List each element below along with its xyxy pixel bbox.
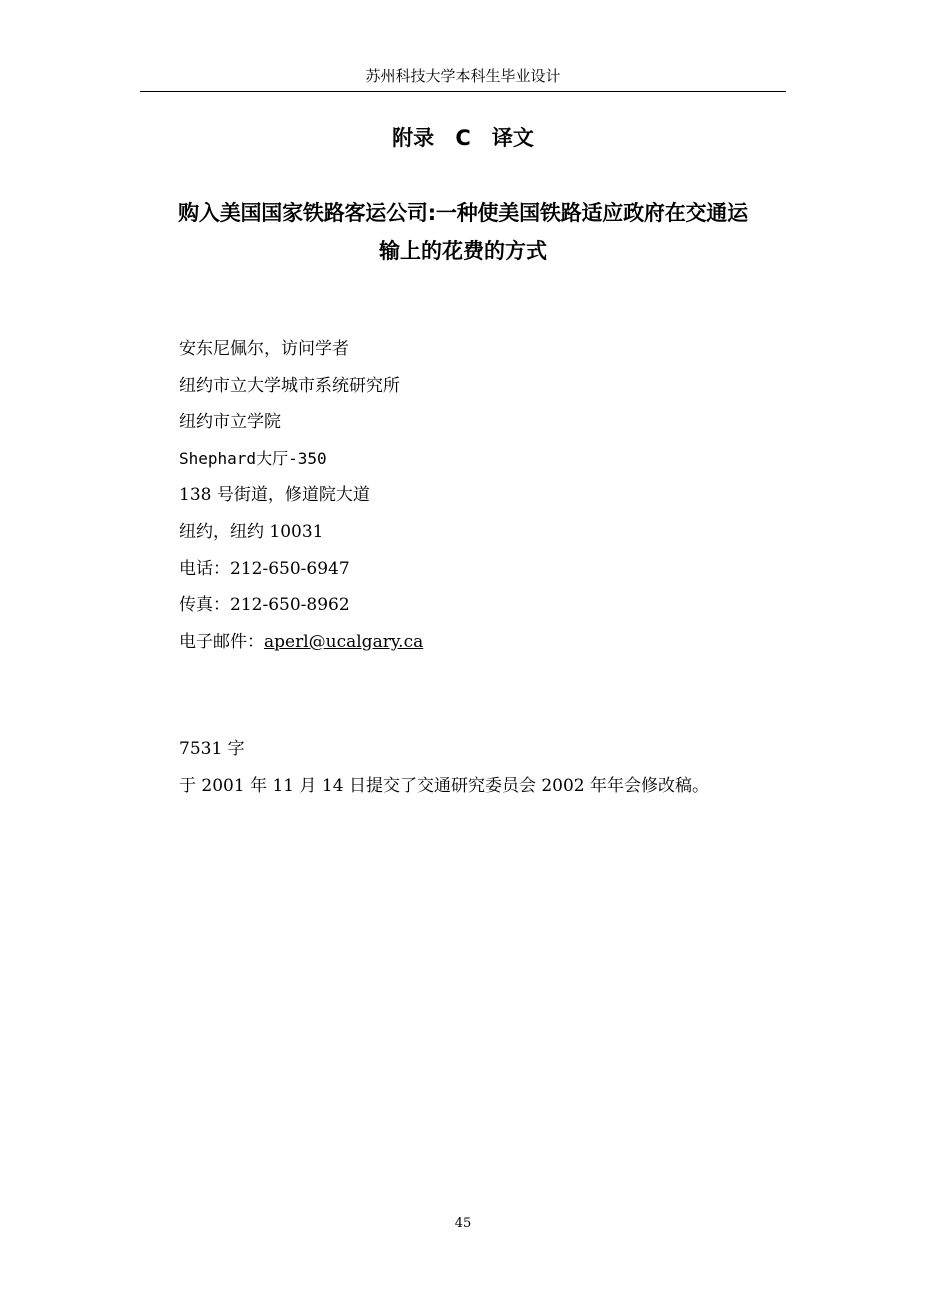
document-title-line-1: 购入美国国家铁路客运公司:一种使美国铁路适应政府在交通运 [178,201,748,225]
author-college: 纽约市立学院 [179,412,281,433]
phone-label: 电话： [179,558,230,579]
appendix-title: 附录 C 译文 [392,126,534,150]
email-link[interactable]: aperl@ucalgary.ca [264,631,424,652]
header-divider [140,91,786,92]
author-fax-row [179,592,423,629]
page-number: 45 [454,1216,472,1231]
email-label: 电子邮件： [179,631,264,652]
author-contact-block [179,336,423,665]
author-institute: 纽约市立大学城市系统研究所 [179,375,400,396]
fax-label: 传真： [179,595,230,616]
author-city: 纽约，纽约 10031 [179,521,324,542]
submission-note: 于 2001 年 11 月 14 日提交了交通研究委员会 2002 年年会修改稿。 [179,775,710,796]
document-meta-block [179,736,709,809]
document-title-line-2: 输上的花费的方式 [379,239,547,263]
author-hall: Shephard大厅-350 [179,448,327,468]
phone-number: 212-650-6947 [230,558,350,579]
fax-number: 212-650-8962 [230,595,350,616]
author-phone-row [179,556,423,593]
running-header: 苏州科技大学本科生毕业设计 [365,67,561,85]
document-title [140,194,786,270]
author-name: 安东尼佩尔，访问学者 [179,339,349,359]
word-count: 7531 字 [179,739,245,759]
author-street: 138 号街道，修道院大道 [179,485,370,506]
author-email-row [179,629,423,666]
